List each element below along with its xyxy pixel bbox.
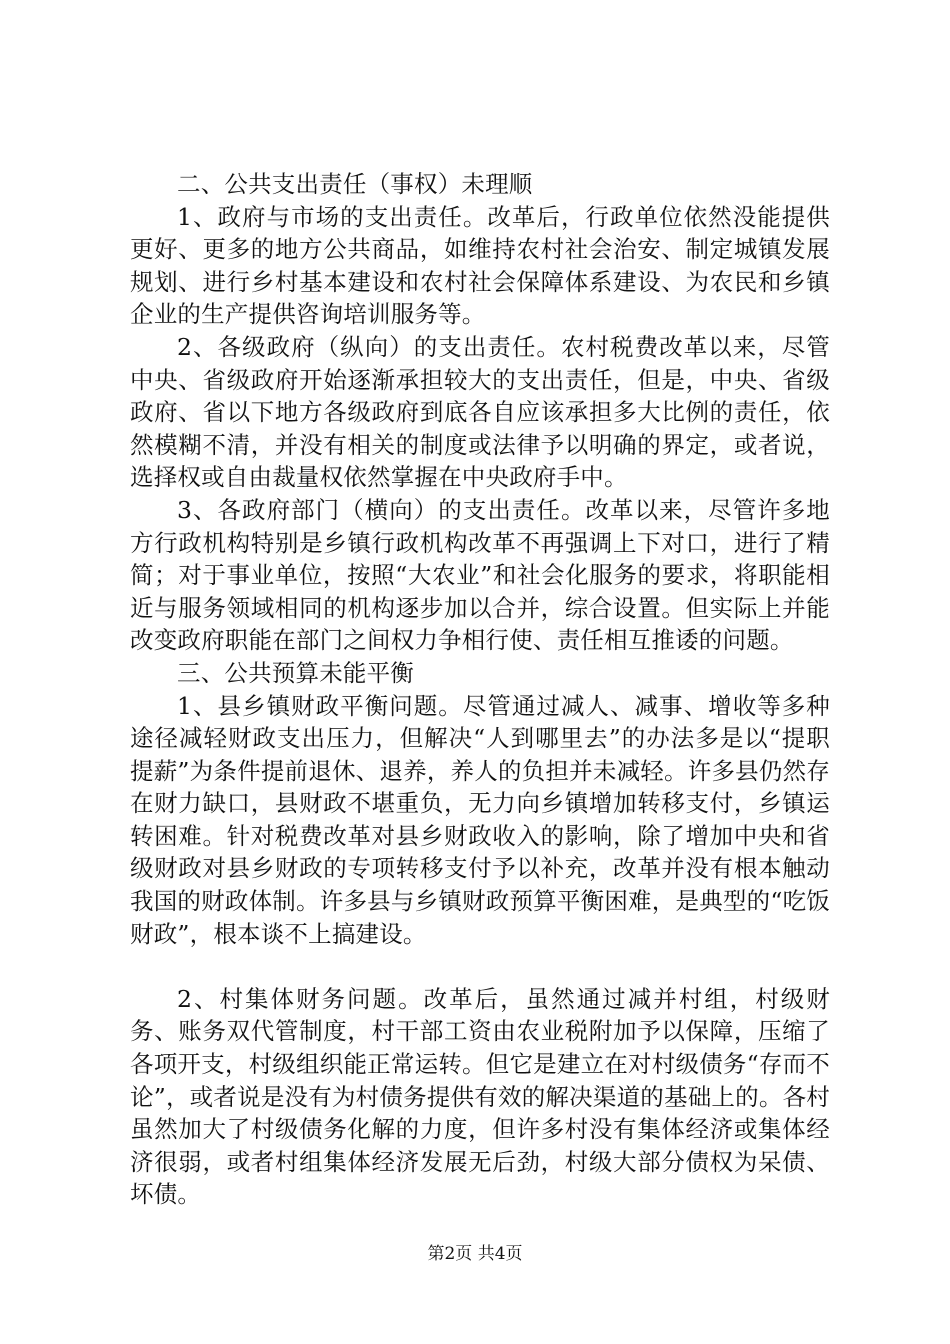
page-number-footer: 第2页 共4页 [427,1244,523,1264]
section-heading-public-budget: 三、公共预算未能平衡 [177,658,414,687]
paragraph-village-collective-finance: 2、村集体财务问题。改革后，虽然通过减并村组，村级财务、账务双代管制度，村干部工资由农业税附加予以保障，压缩了各项开支，村级组织能正常运转。但它是建立在对村级债务“存而不论”，或者说是没有为村债务提供有效的解决渠道的基础上的。各村虽然加大了村级债务化解的力度，但许多村没有集体经济或集体经济很弱，或者村组集体经济发展无后劲，村级大部分债权为呆债、坏债。 [130,984,830,1209]
section-heading-public-expenditure: 二、公共支出责任（事权）未理顺 [177,170,533,198]
document-body [130,168,830,1211]
paragraph-horizontal-responsibility: 3、各政府部门（横向）的支出责任。改革以来，尽管许多地方行政机构特别是乡镇行政机构改革不再强调上下对口，进行了精简；对于事业单位，按照“大农业”和社会化服务的要求，将职能相近与服务领域相同的机构逐步加以合并，综合设置。但实际上并能改变政府职能在部门之间权力争相行使、责任相互推诿的问题。 [130,495,830,655]
paragraph-government-market-responsibility: 1、政府与市场的支出责任。改革后，行政单位依然没能提供更好、更多的地方公共商品，如维持农村社会治安、制定城镇发展规划、进行乡村基本建设和农村社会保障体系建设、为农民和乡镇企业的生产提供咨询培训服务等。 [130,202,830,329]
paragraph-spacer [130,950,830,983]
paragraph-vertical-responsibility: 2、各级政府（纵向）的支出责任。农村税费改革以来，尽管中央、省级政府开始逐渐承担较大的支出责任，但是，中央、省级政府、省以下地方各级政府到底各自应该承担多大比例的责任，依然模糊不清，并没有相关的制度或法律予以明确的界定，或者说，选择权或自由裁量权依然掌握在中央政府手中。 [130,332,830,492]
paragraph-county-finance-balance: 1、县乡镇财政平衡问题。尽管通过减人、减事、增收等多种途径减轻财政支出压力，但解决“人到哪里去”的办法多是以“提职提薪”为条件提前退休、退养，养人的负担并未减轻。许多县仍然存在财力缺口，县财政不堪重负，无力向乡镇增加转移支付，乡镇运转困难。针对税费改革对县乡财政收入的影响，除了增加中央和省级财政对县乡财政的专项转移支付予以补充，改革并没有根本触动我国的财政体制。许多县与乡镇财政预算平衡困难，是典型的“吃饭财政”，根本谈不上搞建设。 [130,691,830,948]
